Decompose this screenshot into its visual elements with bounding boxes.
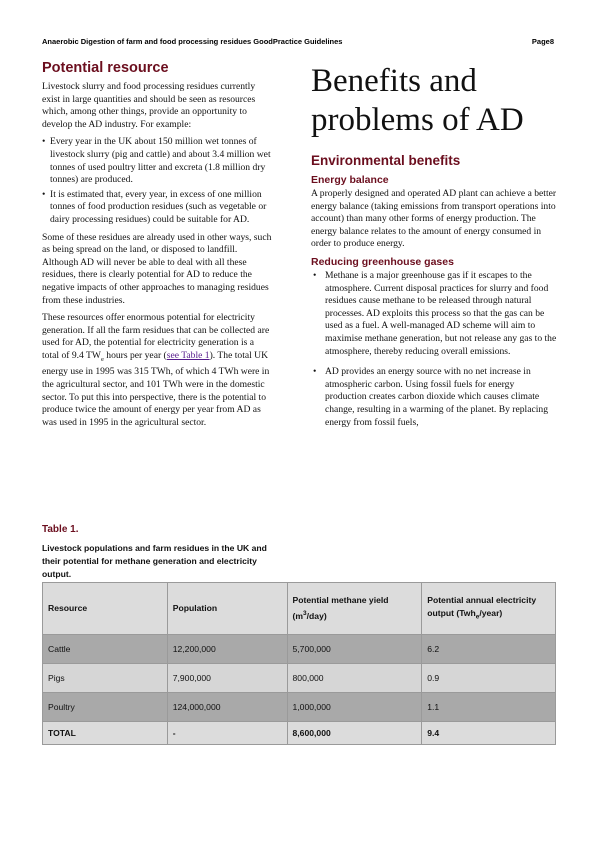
column-header-methane-yield: Potential methane yield $(m^3/day)$ [287,583,422,635]
greenhouse-bullet: • AD provides an energy source with no net increase in atmospheric carbon. Using fossil fuels for energy production creates carbon dioxide which causes climate change, resulting in a warming of the planet. By replacing energy from fossil fuels, [311,366,557,429]
left-column [42,60,272,434]
energy-balance-paragraph: A properly designed and operated AD plant can achieve a better energy balance (taking emissions from transport operations into account) than many other forms of energy production. The energy balance relates to the amount of energy consumed in order to produce energy. [311,188,557,250]
running-header [42,37,554,46]
livestock-table [42,582,556,745]
page-number: Page8 [531,37,554,46]
table-header-row [43,583,556,635]
table-cell: 8,600,000 [287,722,422,745]
chapter-title: Benefits and problems of AD [311,63,524,138]
table-cell: 800,000 [287,664,422,693]
table-cell: Poultry [43,693,168,722]
greenhouse-gases-heading: Reducing greenhouse gases [311,255,454,268]
table-total-row [43,722,556,745]
intro-paragraph: Livestock slurry and food processing residues currently exist in large quantities and should be seen as resources which, among other things, provide an opportunity to develop the AD industry. For example: [42,81,256,130]
column-header-resource: Resource [43,583,168,635]
resource-bullet: • It is estimated that, every year, in excess of one million tonnes of food production residues (such as vegetable or dairy processing residues) could be suitable for AD. [42,189,272,227]
table-cell: 0.9 [422,664,556,693]
column-header-electricity-output: Potential annual electricity output (Twh$_e$/year) [422,583,556,635]
energy-balance-heading: Energy balance [311,174,389,186]
residue-use-paragraph: Some of these residues are already used in other ways, such as being spread on the land, or disposed to landfill. Although AD will never be able to deal with all these residues, there is clearly potential for AD to reduce the negative impacts of other approaches to managing residues from these industries. [42,231,272,306]
table-cell: Cattle [43,635,168,664]
table-1-link[interactable]: see Table 1 [166,349,210,361]
potential-resource-heading: Potential resource [42,60,169,76]
electricity-paragraph: These resources offer enormous potential for electricity generation. If all the farm residues that can be collected are used for AD, the potential for electricity generation is a total of 9.4 $TW_e$ hours per year (see Table 1). The total UK energy use in 1995 was 315 TWh, of which 4 TWh were in the agricultural sector, and 101 TWh were in the domestic sector. To put this into perspective, there is the potential to produce twice the amount of energy per year from AD as was used in 1995 in the agricultural sector. [42,312,270,428]
table-row [43,664,556,693]
right-column [311,60,557,437]
table-caption: Livestock populations and farm residues in the UK and their potential for methane generation and electricity output. [42,543,267,579]
greenhouse-bullet: • Methane is a major greenhouse gas if it escapes to the atmosphere. Current disposal practices for slurry and food residues cause methane to be released through natural processes. AD exploits this process so that the gas can be used as a fuel. A well-managed AD scheme will aim to maximise methane generation, but not release any gas to the atmosphere, thereby reducing overall emissions. [311,270,557,358]
table-cell: 1,000,000 [287,693,422,722]
table-cell: 6.2 [422,635,556,664]
table-cell: 7,900,000 [167,664,287,693]
table-label: Table 1. [42,524,79,535]
environmental-benefits-heading: Environmental benefits [311,153,461,168]
resource-bullet: • Every year in the UK about 150 million wet tonnes of livestock slurry (pig and cattle) and about 3.4 million wet tonnes of used poultry litter and excreta (1.8 million dry tonnes) are produced. [42,136,272,186]
header-title: Anaerobic Digestion of farm and food processing residues GoodPractice Guidelines [42,37,343,46]
table-cell: - [167,722,287,745]
resource-bullet-list [42,136,272,226]
table-cell: 5,700,000 [287,635,422,664]
table-cell: 9.4 [422,722,556,745]
table-cell: TOTAL [43,722,168,745]
table-cell: 124,000,000 [167,693,287,722]
table-row [43,635,556,664]
table-row [43,693,556,722]
table-section [42,524,556,738]
table-cell: 1.1 [422,693,556,722]
column-header-population: Population [167,583,287,635]
greenhouse-bullet-list [311,270,557,429]
table-cell: 12,200,000 [167,635,287,664]
table-cell: Pigs [43,664,168,693]
